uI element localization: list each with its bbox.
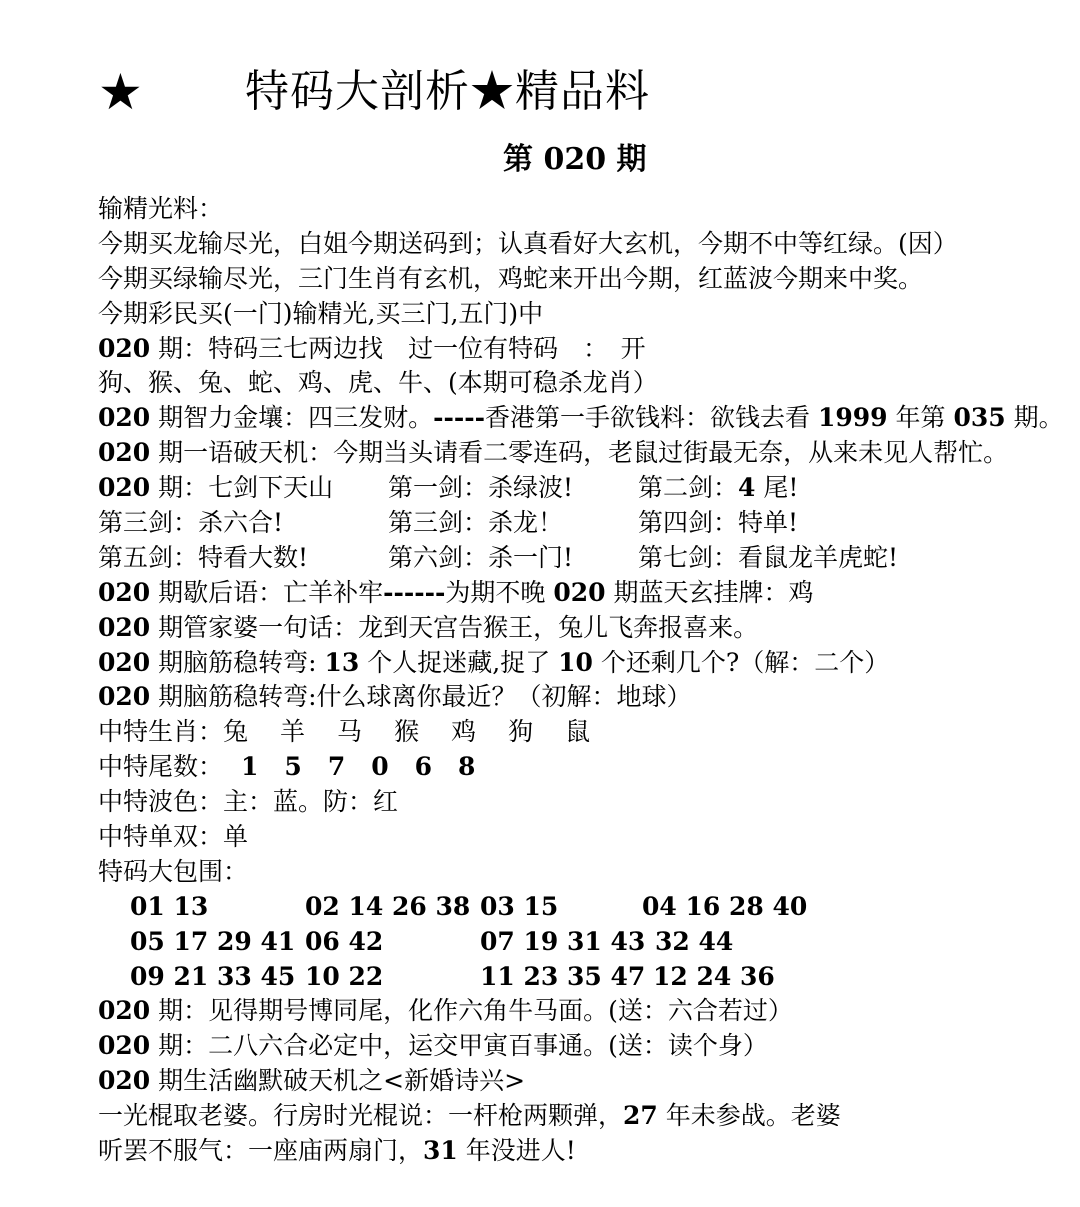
wisdom-text-2: 香港第一手欲钱料：欲钱去看	[485, 403, 818, 433]
brain-line-1	[98, 646, 1068, 681]
issue-prefix: 020	[98, 333, 151, 363]
number-group: 01 13	[130, 891, 209, 921]
tail-digit: 5	[284, 752, 302, 782]
number-group: 32 44	[655, 926, 734, 956]
wisdom-text-4: 期。	[1005, 403, 1064, 433]
zodiac-item: 鸡	[451, 717, 477, 747]
tail-digit: 7	[327, 752, 346, 782]
oddeven-text: 单	[223, 822, 249, 852]
brain-number: 10	[558, 647, 593, 677]
humor-line-1	[98, 1099, 1068, 1134]
number-group: 04 16 28 40	[642, 891, 808, 921]
sword-cell	[638, 471, 798, 506]
zodiac-item: 鼠	[565, 717, 591, 747]
verse-text: 期：见得期号博同尾，化作六角牛马面。(送：六合若过）	[150, 996, 793, 1026]
issue-prefix: 020	[98, 612, 151, 642]
lose-line-3: 今期彩民买(一门)输精光,买三门,五门)中	[98, 298, 544, 328]
lose-line-1: 今期买龙输尽光，白姐今期送码到；认真看好大玄机，今期不中等红绿。(因）	[98, 228, 958, 258]
number-group: 06 42	[305, 926, 384, 956]
oneword-line	[98, 436, 1068, 471]
verse-line-1	[98, 994, 1068, 1029]
oddeven-label: 中特单双：	[98, 822, 224, 852]
tail-line	[98, 750, 1068, 785]
oddeven-line	[98, 820, 1068, 855]
sword-cell: 第七剑：看鼠龙羊虎蛇!	[638, 542, 899, 572]
brain-text: 期脑筋稳转弯:什么球离你最近？（初解：地球）	[150, 682, 692, 712]
humor-text: 年未参战。老婆	[657, 1101, 841, 1131]
wisdom-dashes: -----	[433, 403, 486, 433]
sword-cell: 第五剑：特看大数!	[98, 542, 309, 572]
number-group: 09 21 33 45	[130, 961, 296, 991]
number-group: 10 22	[305, 961, 384, 991]
verse-line-2	[98, 1029, 1068, 1064]
zodiac-label: 中特生肖：	[98, 717, 224, 747]
humor-title-text: 期生活幽默破天机之<新婚诗兴>	[150, 1066, 526, 1096]
xiehouyu-text-2: 为期不晚	[445, 577, 554, 607]
sword-cell: 第三剑：杀龙！	[388, 508, 564, 538]
humor-text: 听罢不服气：一座庙两扇门，	[98, 1136, 424, 1166]
number-group: 02 14 26 38	[305, 891, 471, 921]
zodiac-item: 猴	[394, 717, 420, 747]
number-group: 12 24 36	[653, 961, 775, 991]
bigpack-row-2	[98, 925, 1068, 960]
humor-text: 一光棍取老婆。行房时光棍说：一杆枪两颗弹，	[98, 1101, 624, 1131]
issue-prefix: 020	[98, 1031, 151, 1061]
sword-cell: 第六剑：杀一门!	[388, 542, 574, 572]
butler-line	[98, 611, 1068, 646]
sword-cell	[98, 471, 388, 506]
tail-digit: 8	[458, 752, 476, 782]
issue-prefix: 020	[553, 577, 606, 607]
sword-row-2	[98, 506, 1068, 541]
zodiac-item: 羊	[280, 717, 306, 747]
humor-text: 年没进人!	[457, 1136, 576, 1166]
wave-line	[98, 785, 1068, 820]
wisdom-line	[98, 401, 1068, 436]
wave-text: 主：蓝。防：红	[223, 787, 399, 817]
number-group: 05 17 29 41	[130, 926, 296, 956]
wisdom-num: 035	[953, 403, 1006, 433]
zodiac-item: 马	[337, 717, 363, 747]
document-body	[98, 192, 1068, 1169]
brain-text: 期脑筋稳转弯:	[150, 647, 325, 677]
issue-prefix: 020	[98, 577, 151, 607]
zodiac-item: 狗	[508, 717, 534, 747]
zodiac-item: 兔	[223, 717, 249, 747]
issue-prefix: 020	[98, 438, 151, 468]
issue-number: 第 020 期	[503, 142, 647, 177]
wisdom-year: 1999	[817, 403, 888, 433]
sword-number: 4	[738, 473, 756, 503]
butler-text: 期管家婆一句话：龙到天宫告猴王，兔儿飞奔报喜来。	[150, 612, 759, 642]
number-group: 07 19 31 43	[480, 926, 646, 956]
sword-row-1	[98, 471, 1068, 506]
number-group: 11 23 35 47	[480, 961, 646, 991]
issue-prefix: 020	[98, 403, 151, 433]
xiehouyu-line	[98, 576, 1068, 611]
bigpack-label: 特码大包围：	[98, 856, 249, 886]
issue-prefix: 020	[98, 1066, 151, 1096]
oneword-text: 期一语破天机：今期当头请看二零连码，老鼠过街最无奈，从来未见人帮忙。	[150, 438, 1009, 468]
sword-cell: 第一剑：杀绿波!	[388, 473, 574, 503]
issue-prefix: 020	[98, 473, 151, 503]
brain-line-2	[98, 680, 1068, 715]
zodiac-line	[98, 715, 1068, 750]
number-group: 03 15	[480, 891, 559, 921]
sword-cell: 第四剑：特单!	[638, 508, 799, 538]
humor-line-2	[98, 1134, 1068, 1169]
tail-digit: 0	[371, 752, 389, 782]
lose-line-2: 今期买绿输尽光，三门生肖有玄机，鸡蛇来开出今期，红蓝波今期来中奖。	[98, 263, 924, 293]
special-text: 期：特码三七两边找 过一位有特码 ： 开	[150, 333, 646, 363]
page-title: 特码大剖析★精品料	[245, 66, 650, 117]
tail-digit: 1	[241, 752, 259, 782]
issue-prefix: 020	[98, 682, 151, 712]
star-icon: ★	[98, 63, 143, 121]
humor-number: 31	[423, 1136, 458, 1166]
wave-label: 中特波色：	[98, 787, 224, 817]
sword-text: 尾!	[755, 473, 799, 503]
issue-prefix: 020	[98, 647, 151, 677]
xiehouyu-dashes: ------	[383, 577, 446, 607]
xiehouyu-text-3: 期蓝天玄挂牌：鸡	[605, 577, 814, 607]
sword-cell: 第三剑：杀六合!	[98, 508, 284, 538]
sword-text: 期：七剑下天山	[150, 473, 334, 503]
wisdom-text-1: 期智力金壤：四三发财。	[150, 403, 434, 433]
sword-row-3	[98, 541, 1068, 576]
xiehouyu-text-1: 期歇后语：亡羊补牢	[150, 577, 384, 607]
sword-text: 第二剑：	[638, 473, 739, 503]
humor-title	[98, 1064, 1068, 1099]
verse-text: 期：二八六合必定中，运交甲寅百事通。(送：读个身）	[150, 1031, 768, 1061]
intro-label: 输精光料：	[98, 194, 224, 223]
brain-text: 个还剩几个?（解：二个）	[592, 647, 890, 677]
special-line	[98, 332, 1068, 367]
brain-text: 个人捉迷藏,捉了	[359, 647, 559, 677]
bigpack-row-3	[98, 960, 1068, 995]
tail-digit: 6	[414, 752, 433, 782]
issue-prefix: 020	[98, 996, 151, 1026]
tail-label: 中特尾数：	[98, 752, 224, 782]
wisdom-text-3: 年第	[887, 403, 954, 433]
bigpack-row-1	[98, 890, 1068, 925]
humor-number: 27	[623, 1101, 658, 1131]
brain-number: 13	[324, 647, 360, 677]
animals-line: 狗、猴、兔、蛇、鸡、虎、牛、(本期可稳杀龙肖）	[98, 368, 658, 398]
